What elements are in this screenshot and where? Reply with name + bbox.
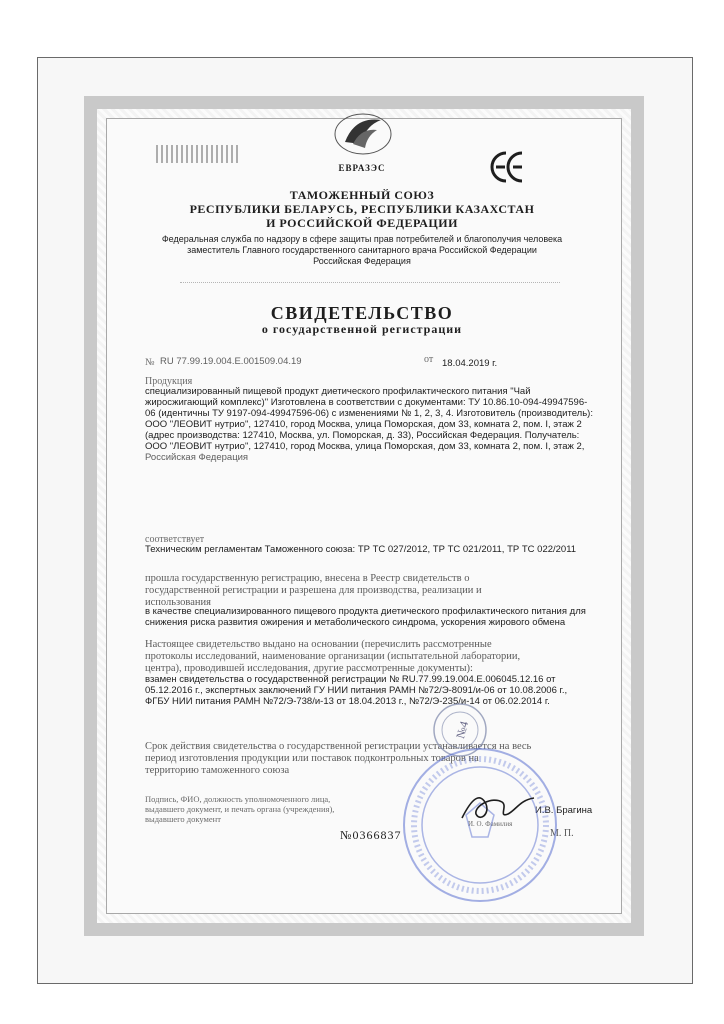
validity-line: территорию таможенного союза bbox=[145, 765, 290, 776]
number-label: № bbox=[145, 357, 155, 368]
document-subtitle: о государственной регистрации bbox=[261, 322, 463, 336]
product-line: Российская Федерация bbox=[145, 452, 249, 463]
blank-number: №0366837 bbox=[340, 828, 402, 842]
usage-line: снижения риска развития ожирения и метаболического синдрома, ускорения жирового обмена bbox=[145, 617, 566, 628]
eurasec-emblem-icon bbox=[331, 108, 395, 160]
product-label: Продукция bbox=[145, 376, 193, 387]
basis-line: протоколы исследований, наименование организации (испытательной лаборатории, bbox=[145, 651, 521, 662]
agency-line: Федеральная служба по надзору в сфере защиты прав потребителей и благополучия человека bbox=[161, 234, 563, 244]
eac-mark-icon bbox=[489, 150, 539, 184]
signatory-name: И.В. Брагина bbox=[535, 805, 593, 816]
mp-mark: М. П. bbox=[550, 828, 574, 839]
basis-line: Настоящее свидетельство выдано на основании (перечислить рассмотренные bbox=[145, 639, 492, 650]
validity-line: Срок действия свидетельства о государственной регистрации устанавливается на весь bbox=[145, 741, 532, 752]
product-line: ООО "ЛЕОВИТ нутрио", 127410, город Москва, улица Поморская, дом 33, комната 2, пом. I, этаж 2, bbox=[145, 441, 585, 452]
security-ornament bbox=[156, 145, 240, 163]
product-line: ООО "ЛЕОВИТ нутрио", 127410, город Москва, улица Поморская, дом 33, комната 2, пом. I, этаж 2 bbox=[145, 419, 582, 430]
registration-line: государственной регистрации и разрешена для производства, реализации и bbox=[145, 585, 482, 596]
product-line: жиросжигающий комплекс)" Изготовлена в соответствии с документами: ТУ 10.86.10-094-49947596- bbox=[145, 397, 588, 408]
registration-line: прошла государственную регистрацию, внесена в Реестр свидетельств о bbox=[145, 573, 470, 584]
union-line: ТАМОЖЕННЫЙ СОЮЗ bbox=[289, 188, 435, 202]
emblem-text: ЕВРАЗЭС bbox=[338, 163, 386, 173]
product-line: (адрес производства: 127410, Москва, ул. Поморская, д. 33), Российская Федерация. Получатель: bbox=[145, 430, 580, 441]
union-line: РЕСПУБЛИКИ БЕЛАРУСЬ, РЕСПУБЛИКИ КАЗАХСТАН bbox=[189, 202, 535, 216]
basis-value-line: ФГБУ НИИ питания РАМН №72/Э-738/и-13 от 18.04.2013 г., №72/Э-235/и-14 от 06.02.2014 г. bbox=[145, 696, 550, 707]
validity-line: период изготовления продукции или поставок подконтрольных товаров на bbox=[145, 753, 479, 764]
product-line: 06 (идентичны ТУ 9197-094-49947596-06) с изменениями № 1, 2, 3, 4. Изготовитель (производитель): bbox=[145, 408, 593, 419]
certificate-date: 18.04.2019 г. bbox=[442, 358, 498, 369]
product-line: специализированный пищевой продукт диетического профилактического питания "Чай bbox=[145, 386, 531, 397]
agency-line: Российская Федерация bbox=[313, 256, 411, 266]
certificate-number: RU 77.99.19.004.Е.001509.04.19 bbox=[160, 356, 302, 367]
document-title: СВИДЕТЕЛЬСТВО bbox=[270, 303, 454, 323]
basis-value-line: взамен свидетельства о государственной регистрации № RU.77.99.19.004.Е.006045.12.16 от bbox=[145, 674, 556, 685]
conformity-text: Техническим регламентам Таможенного союза: ТР ТС 027/2012, ТР ТС 021/2011, ТР ТС 022/2011 bbox=[145, 544, 577, 555]
handwritten-signature-icon bbox=[458, 788, 538, 828]
conformity-label: соответствует bbox=[145, 534, 205, 545]
stamp-number: №4 bbox=[453, 719, 472, 741]
divider bbox=[180, 282, 560, 283]
date-label: от bbox=[424, 354, 434, 365]
signature-label: Подпись, ФИО, должность уполномоченного лица, bbox=[145, 794, 331, 804]
signature-label: выдавшего документ bbox=[145, 814, 221, 824]
signatory-hint: И. О. Фамилия bbox=[468, 820, 513, 828]
registration-line: использования bbox=[145, 597, 211, 608]
usage-line: в качестве специализированного пищевого продукта диетического профилактического питания для bbox=[145, 606, 586, 617]
agency-line: заместитель Главного государственного санитарного врача Российской Федерации bbox=[187, 245, 537, 255]
basis-value-line: 05.12.2016 г., экспертных заключений ГУ НИИ питания РАМН №72/Э-8091/и-06 от 10.08.2006 г., bbox=[145, 685, 568, 696]
union-line: И РОССИЙСКОЙ ФЕДЕРАЦИИ bbox=[266, 216, 458, 230]
signature-label: выдавшего документ, и печать органа (учреждения), bbox=[145, 804, 335, 814]
basis-line: центра), проводившей исследования, другие рассмотренные документы): bbox=[145, 663, 473, 674]
